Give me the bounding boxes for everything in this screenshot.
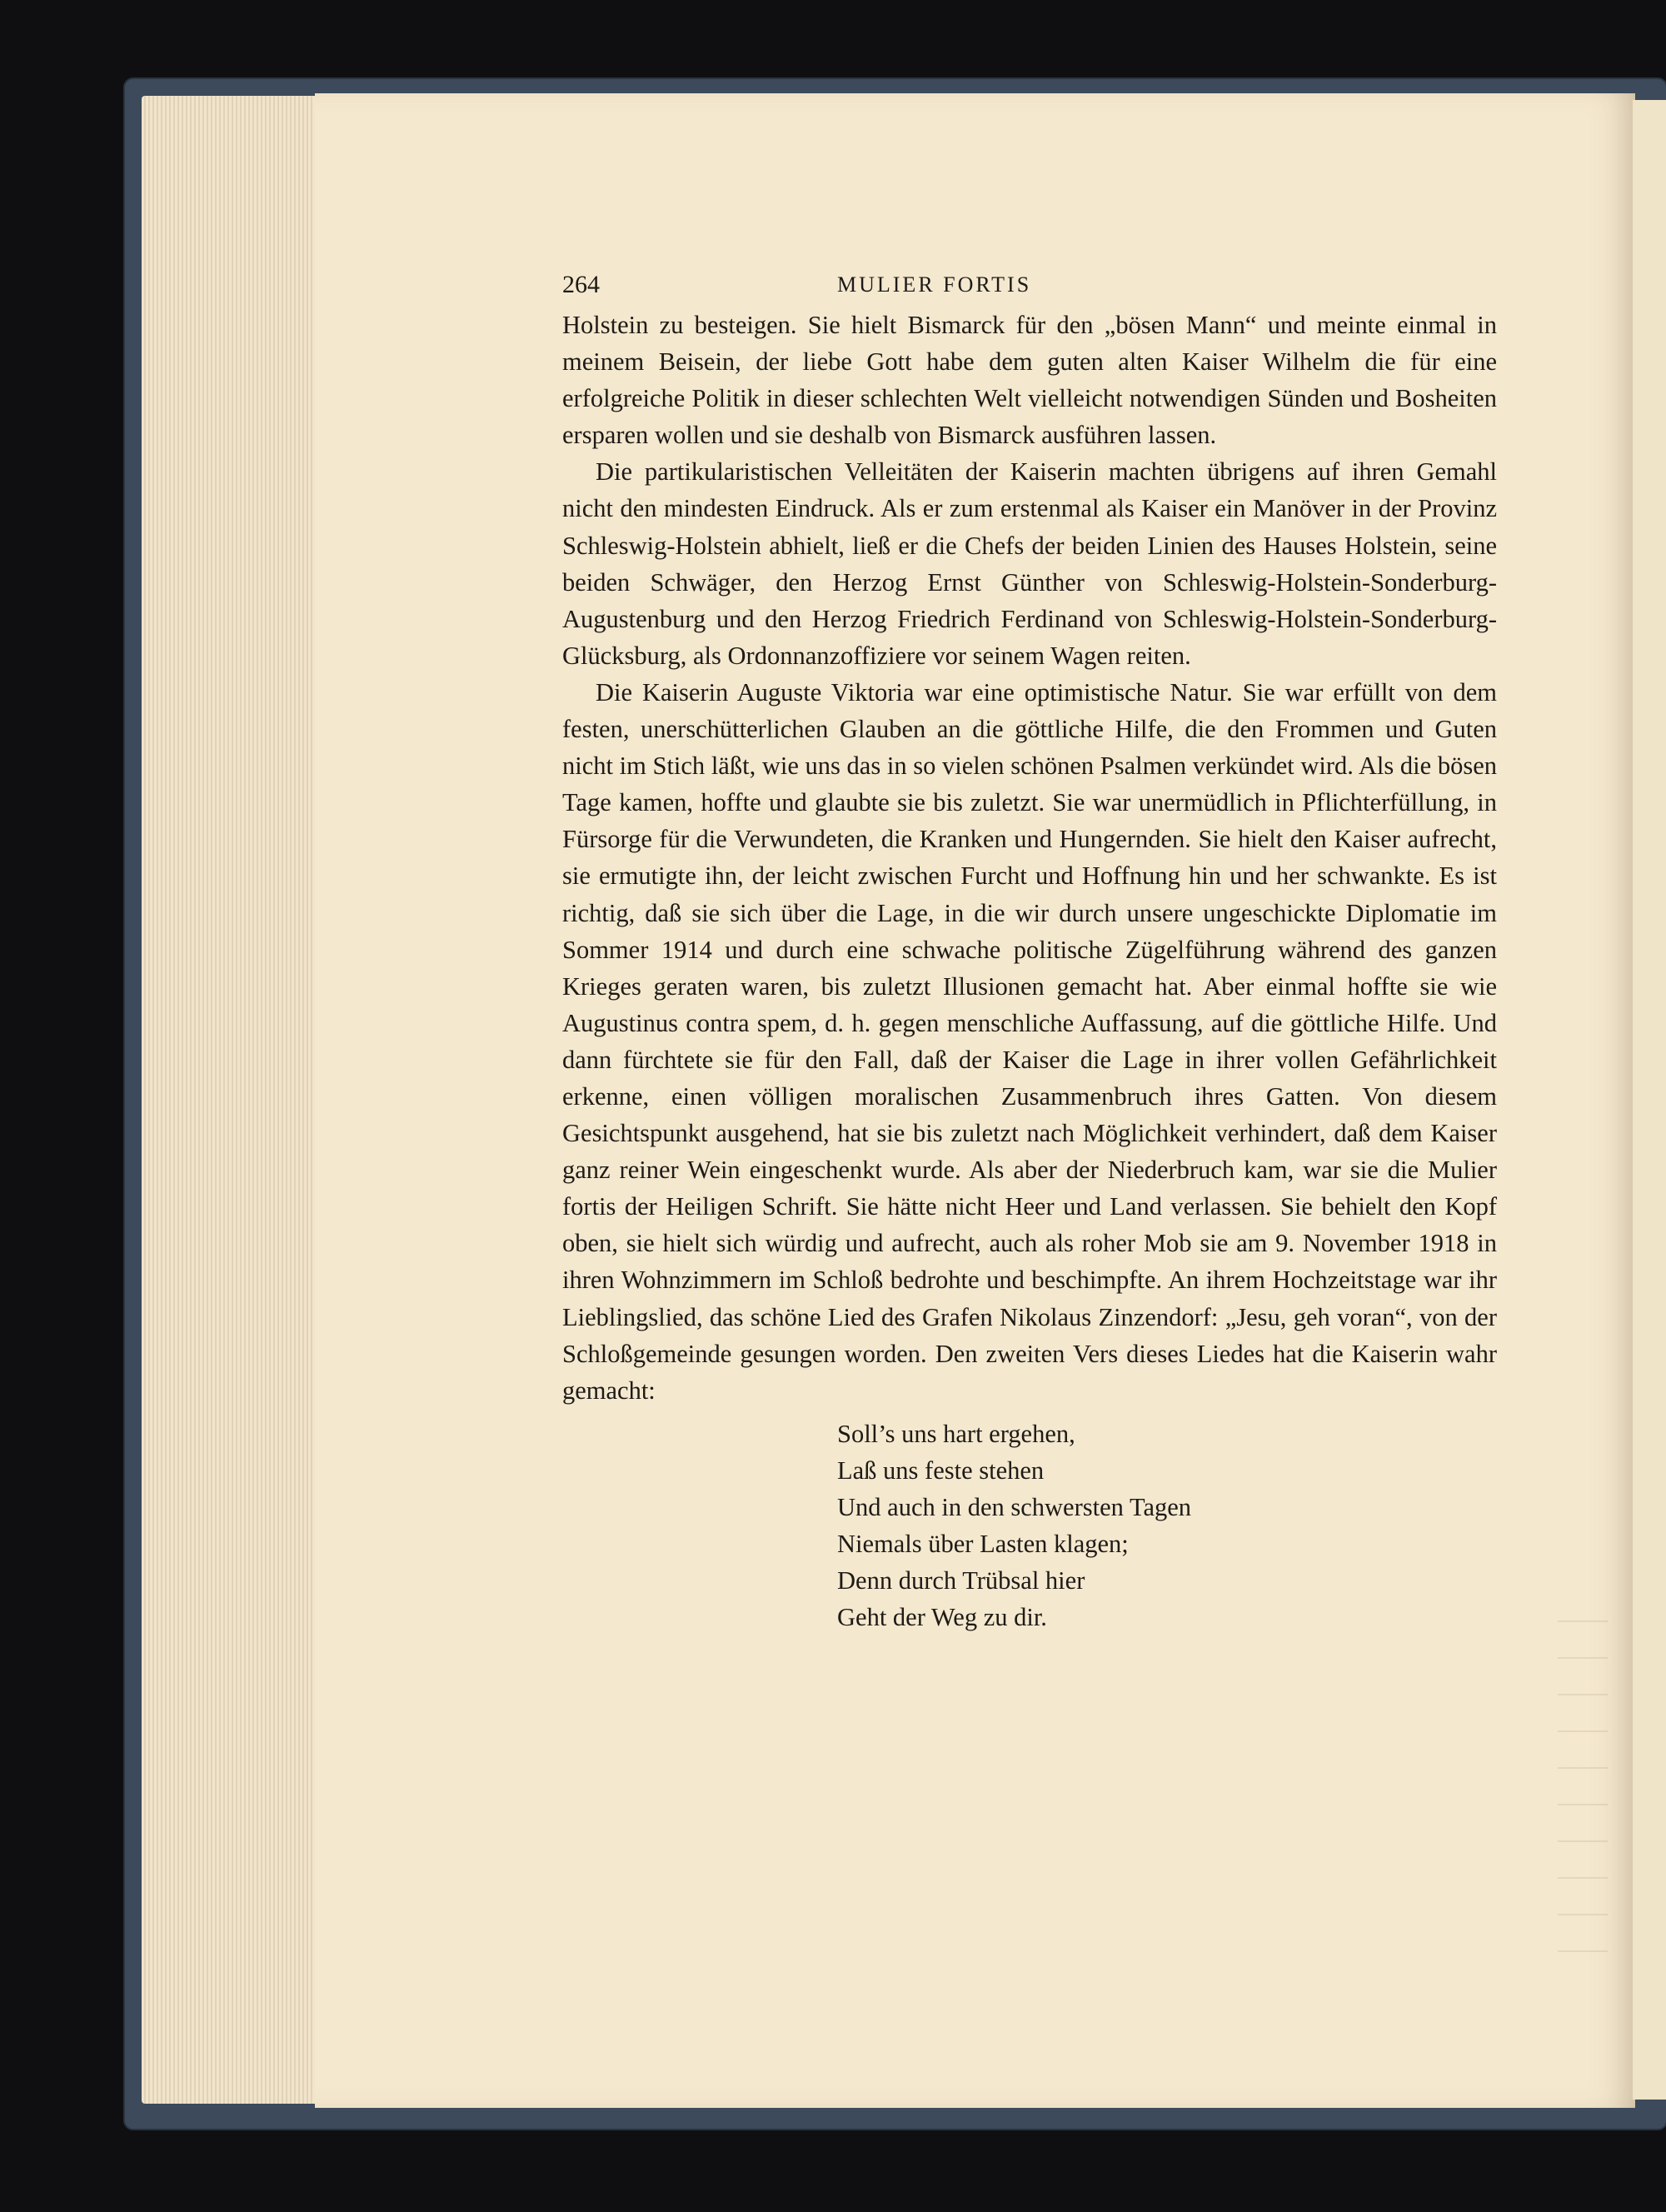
verse-line: Niemals über Lasten klagen; bbox=[837, 1530, 1129, 1559]
verse-line: Denn durch Trübsal hier bbox=[837, 1566, 1085, 1595]
facing-page-edge bbox=[1633, 100, 1666, 2100]
page-number: 264 bbox=[562, 271, 600, 298]
paragraph-continued: Holstein zu besteigen. Sie hielt Bismarck für den „bösen Mann“ und meinte einmal in meinem Beisein, der liebe Gott habe dem guten alten Kaiser Wilhelm die für eine erfolgreiche Politik in dieser schlechten Welt vielleicht notwendigen Sünden und Bosheiten ersparen wollen und sie deshalb von Bismarck ausführen lassen. bbox=[562, 311, 1497, 450]
show-through-text bbox=[1558, 1620, 1608, 1970]
running-head bbox=[562, 267, 1497, 303]
page-text bbox=[562, 267, 1497, 1635]
verse-line: Soll’s uns hart ergehen, bbox=[837, 1419, 1075, 1448]
verse-block bbox=[837, 1416, 1497, 1636]
paragraph: Die Kaiserin Auguste Viktoria war eine optimistische Natur. Sie war erfüllt von dem festen, unerschütterlichen Glauben an die göttliche Hilfe, die den Frommen und Guten nicht im Stich läßt, wie uns das in so vielen schönen Psalmen verkündet wird. Als die bösen Tage kamen, hoffte und glaubte sie bis zuletzt. Sie war unermüdlich in Pflichterfüllung, in Fürsorge für die Verwundeten, die Kranken und Hungernden. Sie hielt den Kaiser aufrecht, sie ermutigte ihn, der leicht zwischen Furcht und Hoffnung hin und her schwankte. Es ist richtig, daß sie sich über die Lage, in die wir durch unsere ungeschickte Diplomatie im Sommer 1914 und durch eine schwache politische Zügelführung während des ganzen Krieges geraten waren, bis zuletzt Illusionen gemacht hat. Aber einmal hoffte sie wie Augustinus contra spem, d. h. gegen menschliche Auffassung, auf die göttliche Hilfe. Und dann fürchtete sie für den Fall, daß der Kaiser die Lage in ihrer vollen Gefährlichkeit erkenne, einen völligen moralischen Zusammenbruch ihres Gatten. Von diesem Gesichtspunkt ausgehend, hat sie bis zuletzt nach Möglichkeit verhindert, daß dem Kaiser ganz reiner Wein eingeschenkt wurde. Als aber der Niederbruch kam, war sie die Mulier fortis der Heiligen Schrift. Sie hätte nicht Heer und Land verlassen. Sie behielt den Kopf oben, sie hielt sich würdig und aufrecht, auch als roher Mob sie am 9. November 1918 in ihren Wohnzimmern im Schloß bedrohte und beschimpfte. An ihrem Hochzeitstage war ihr Lieblingslied, das schöne Lied des Grafen Nikolaus Zinzendorf: „Jesu, geh voran“, von der Schloßgemeinde gesungen worden. Den zweiten Vers dieses Liedes hat die Kaiserin wahr gemacht: bbox=[562, 677, 1497, 1405]
paragraph: Die partikularistischen Velleitäten der Kaiserin machten übrigens auf ihren Gemahl nicht den mindesten Eindruck. Als er zum erstenmal als Kaiser ein Manöver in der Provinz Schleswig-Holstein abhielt, ließ er die Chefs der beiden Linien des Hauses Holstein, seine beiden Schwäger, den Herzog Ernst Günther von Schleswig-Holstein-Sonderburg-Augustenburg und den Herzog Friedrich Ferdinand von Schleswig-Holstein-Sonderburg-Glücksburg, als Ordonnanzoffiziere vor seinem Wagen reiten. bbox=[562, 457, 1497, 670]
verse-line: Laß uns feste stehen bbox=[837, 1456, 1045, 1485]
page-edges bbox=[142, 96, 317, 2104]
verse-line: Und auch in den schwersten Tagen bbox=[837, 1493, 1192, 1521]
verse-line: Geht der Weg zu dir. bbox=[837, 1603, 1047, 1632]
page-header-title: MULIER FORTIS bbox=[837, 272, 1032, 297]
